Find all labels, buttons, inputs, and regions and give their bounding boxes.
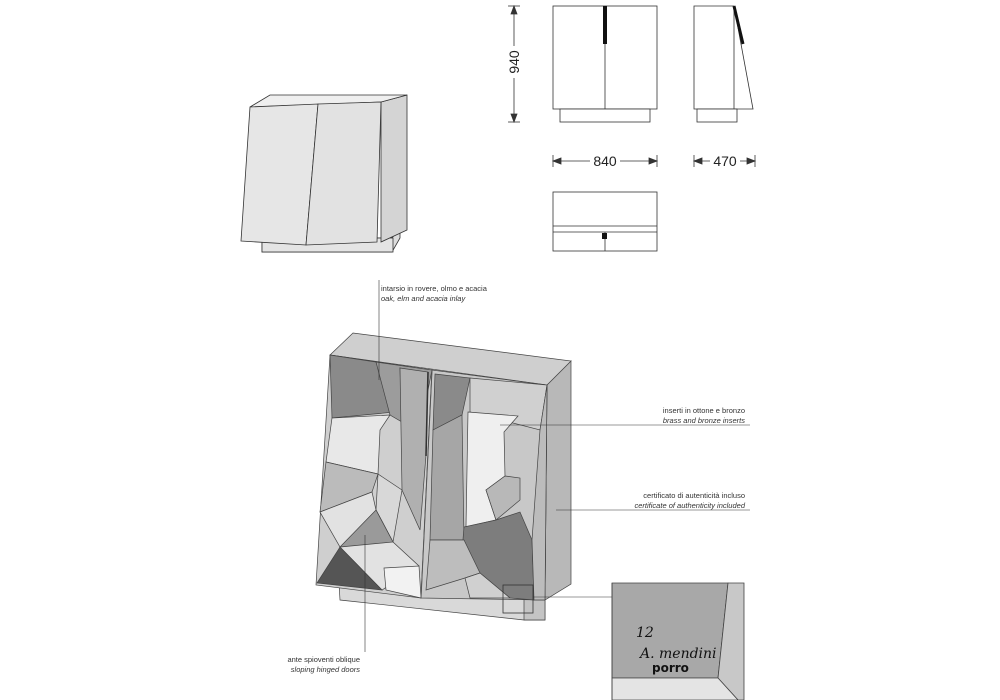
callout-inserts-en: brass and bronze inserts <box>662 416 745 425</box>
front-elevation <box>553 6 657 122</box>
callout-certificate-it: certificato di autenticità incluso <box>643 491 745 500</box>
callout-inserts-it: inserti in ottone e bronzo <box>662 406 745 415</box>
height-label: 940 <box>506 50 522 74</box>
detail-signature: A. mendini <box>640 646 717 662</box>
width-label: 840 <box>593 153 617 169</box>
detail-number: 12 <box>636 625 654 641</box>
callout-doors-en: sloping hinged doors <box>290 665 360 674</box>
callout-doors-it: ante spioventi oblique <box>287 655 360 664</box>
callout-doors <box>220 655 360 675</box>
detail-closeup <box>612 583 744 700</box>
depth-label: 470 <box>713 153 737 169</box>
callout-inlay-en: oak, elm and acacia inlay <box>381 294 466 303</box>
callout-certificate-en: certificate of authenticity included <box>634 501 745 510</box>
plan-view <box>553 192 657 251</box>
detail-brand: porro <box>652 661 689 675</box>
callout-inlay <box>381 284 551 304</box>
side-elevation <box>694 6 753 122</box>
callout-certificate <box>555 491 745 511</box>
callout-inserts <box>560 406 745 426</box>
perspective-view-small <box>241 95 407 252</box>
cabinet-render <box>316 333 571 620</box>
callout-inlay-it: intarsio in rovere, olmo e acacia <box>381 284 487 293</box>
